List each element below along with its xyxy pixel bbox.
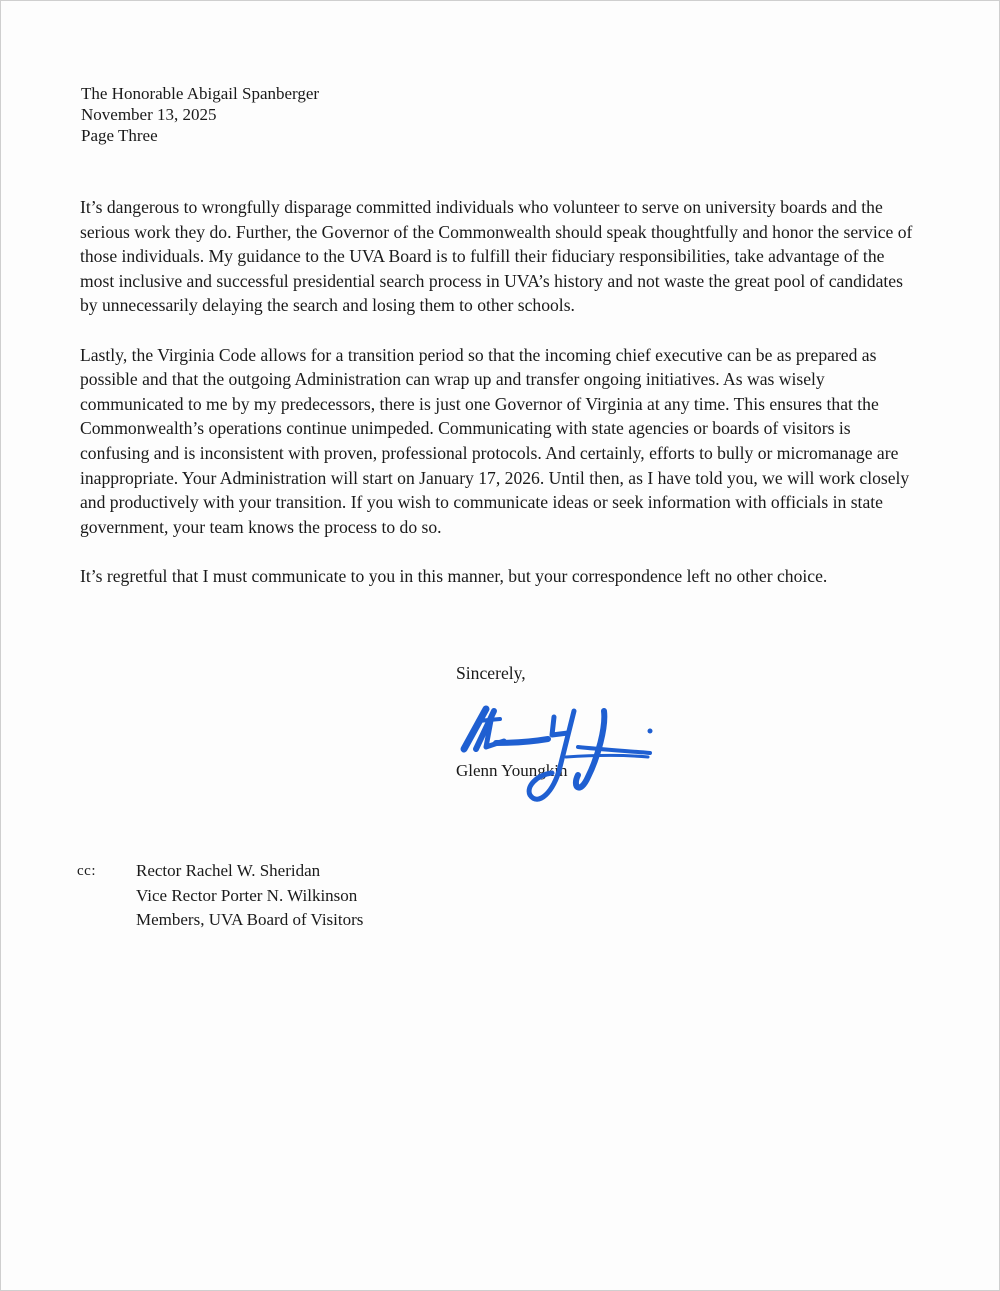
page-label: Page Three xyxy=(81,126,158,145)
body-paragraph: It’s dangerous to wrongfully disparage committed individuals who volunteer to serve on university boards and the serious work they do. Further, the Governor of the Commonwealth should speak thoughtfully and honor the service of those individuals. My guidance to the UVA Board is to fulfill their fiduciary responsibilities, take advantage of the most inclusive and successful presidential search process in UVA’s history and not waste the great pool of candidates by unnecessarily delaying the search and losing them to other schools. xyxy=(80,197,913,316)
body-paragraph: It’s regretful that I must communicate to you in this manner, but your correspondence left no other choice. xyxy=(80,565,828,586)
cc-recipient: Members, UVA Board of Visitors xyxy=(136,910,364,929)
letter-body xyxy=(80,195,920,613)
signer-name: Glenn Youngkin xyxy=(456,761,568,780)
closing-salutation: Sincerely, xyxy=(456,663,526,683)
recipient-line: The Honorable Abigail Spanberger xyxy=(81,84,320,103)
letter-header xyxy=(81,83,319,146)
signature-icon xyxy=(456,697,656,812)
cc-recipient: Rector Rachel W. Sheridan xyxy=(136,861,321,880)
cc-label: cc: xyxy=(77,863,96,879)
cc-recipient-list xyxy=(136,859,536,933)
date-line: November 13, 2025 xyxy=(81,105,217,124)
body-paragraph: Lastly, the Virginia Code allows for a transition period so that the incoming chief executive can be as prepared as possible and that the outgoing Administration can wrap up and transfer ongoing initiatives. As was wisely communicated to me by my predecessors, there is just one Governor of Virginia at any time. This ensures that the Commonwealth’s operations continue unimpeded. Communicating with state agencies or boards of visitors is confusing and is inconsistent with proven, professional protocols. And certainly, efforts to bully or micromanage are inappropriate. Your Administration will start on January 17, 2026. Until then, as I have told you, we will work closely and productively with your transition. If you wish to communicate ideas or seek information with officials in state government, your team knows the process to do so. xyxy=(80,344,910,537)
cc-recipient: Vice Rector Porter N. Wilkinson xyxy=(136,885,358,905)
